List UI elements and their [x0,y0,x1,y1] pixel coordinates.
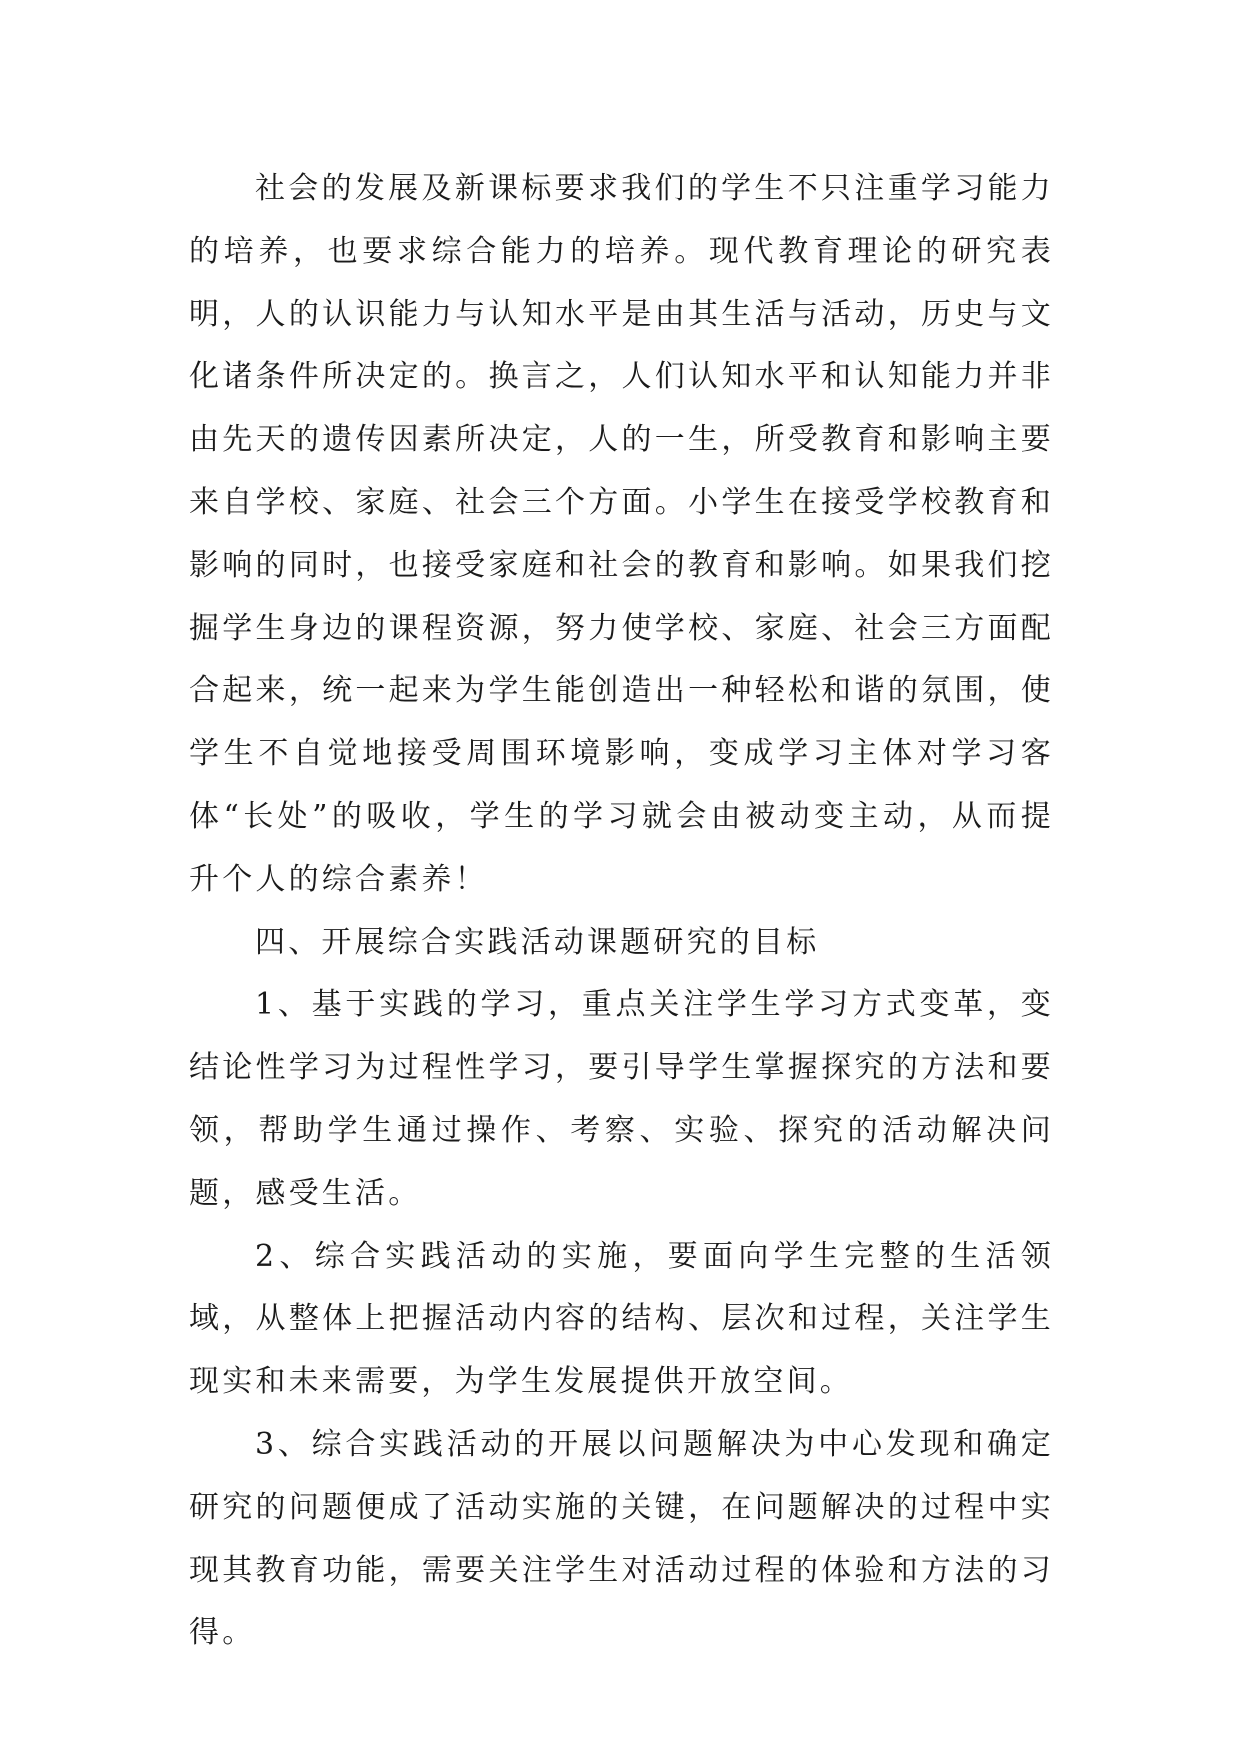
paragraph-background: 社会的发展及新课标要求我们的学生不只注重学习能力的培养，也要求综合能力的培养。现代教育理论的研究表明，人的认识能力与认知水平是由其生活与活动，历史与文化诸条件所决定的。换言之，人们认知水平和认知能力并非由先天的遗传因素所决定，人的一生，所受教育和影响主要来自学校、家庭、社会三个方面。小学生在接受学校教育和影响的同时，也接受家庭和社会的教育和影响。如果我们挖掘学生身边的课程资源，努力使学校、家庭、社会三方面配合起来，统一起来为学生能创造出一种轻松和谐的氛围，使学生不自觉地接受周围环境影响，变成学习主体对学习客体“长处”的吸收，学生的学习就会由被动变主动，从而提升个人的综合素养！ [189,171,1054,897]
section-heading-goals: 四、开展综合实践活动课题研究的目标 [255,924,820,960]
paragraph-goal-3: 3、综合实践活动的开展以问题解决为中心发现和确定研究的问题便成了活动实施的关键，在问题解决的过程中实现其教育功能，需要关注学生对活动过程的体验和方法的习得。 [189,1426,1054,1651]
document-page [189,158,1054,1665]
paragraph-goal-2: 2、综合实践活动的实施，要面向学生完整的生活领域，从整体上把握活动内容的结构、层次和过程，关注学生现实和未来需要，为学生发展提供开放空间。 [189,1238,1054,1400]
paragraph-goal-1: 1、基于实践的学习，重点关注学生学习方式变革，变结论性学习为过程性学习，要引导学生掌握探究的方法和要领，帮助学生通过操作、考察、实验、探究的活动解决问题，感受生活。 [189,987,1054,1211]
